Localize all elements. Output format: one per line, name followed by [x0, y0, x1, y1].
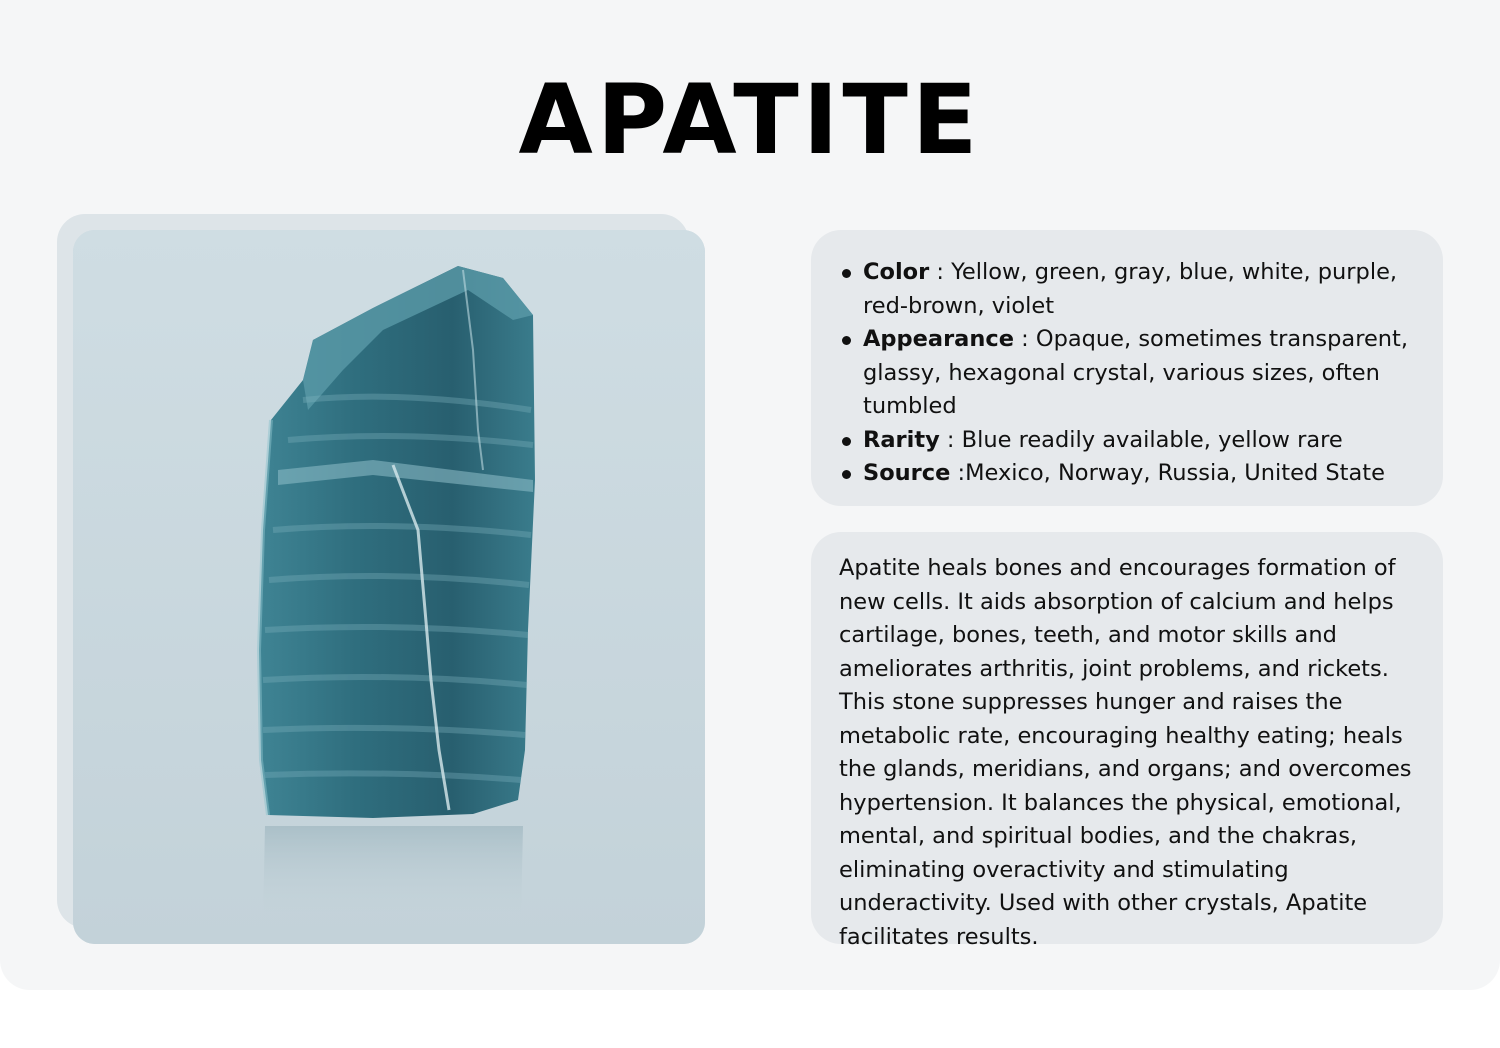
property-label: Appearance — [863, 326, 1014, 352]
properties-panel — [811, 230, 1443, 506]
property-rarity — [841, 424, 1413, 458]
crystal-photo — [73, 230, 705, 944]
description-panel — [811, 532, 1443, 950]
property-label: Rarity — [863, 426, 940, 453]
page-title: APATITE — [518, 64, 982, 176]
property-value: Yellow, green, gray, blue, white, purple, red-brown, violet — [863, 259, 1398, 319]
property-separator: : — [1013, 326, 1036, 352]
property-value: Mexico, Norway, Russia, United State — [965, 460, 1385, 486]
property-separator: : — [939, 426, 962, 453]
property-label: Color — [863, 259, 930, 285]
property-value: Opaque, sometimes transparent, glassy, hexagonal crystal, various sizes, often tumbled — [863, 326, 1409, 419]
property-source — [841, 457, 1413, 491]
apatite-crystal-image — [73, 230, 705, 944]
description-text: Apatite heals bones and encourages formation of new cells. It aids absorption of calcium and helps cartilage, bones, teeth, and motor skills and ameliorates arthritis, joint problems, and rickets. This stone suppresses hunger and raises the metabolic rate, encouraging healthy eating; heals the glands, meridians, and organs; and overcomes hypertension. It balances the physical, emotional, mental, and spiritual bodies, and the chakras, eliminating overactivity and stimulating underactivity. Used with other crystals, Apatite facilitates results. — [839, 555, 1412, 950]
property-label: Source — [863, 460, 951, 486]
properties-list — [811, 230, 1443, 491]
property-color — [841, 256, 1413, 323]
property-value: Blue readily available, yellow rare — [961, 426, 1343, 453]
property-separator: : — [950, 460, 966, 486]
property-appearance — [841, 323, 1413, 424]
property-separator: : — [929, 259, 952, 285]
